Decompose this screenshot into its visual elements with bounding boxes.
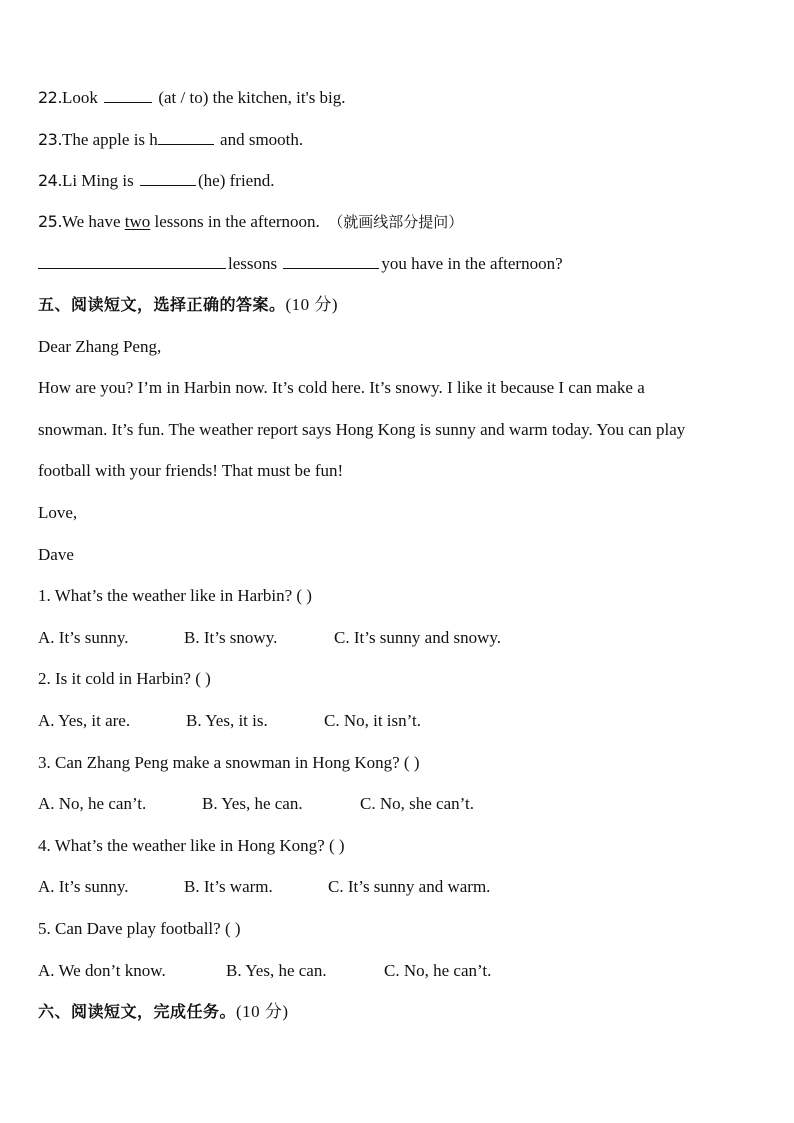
mc-question-2: 2. Is it cold in Harbin? ( ) [38, 669, 211, 688]
letter-signature: Dave [38, 545, 74, 564]
question-text: and smooth. [215, 130, 304, 149]
letter-line: snowman. It’s fun. The weather report says Hong Kong is sunny and warm today. You can play [38, 420, 686, 439]
option-c[interactable]: C. It’s sunny and snowy. [334, 628, 502, 647]
question-number: 24. [38, 171, 62, 190]
question-text: The apple is h [61, 130, 158, 149]
question-25-answer [38, 252, 563, 275]
question-text: (at / to) the kitchen, it's big. [154, 88, 346, 107]
section-score: (10 分) [236, 1002, 289, 1021]
underlined-word: two [124, 212, 151, 231]
mc-options-5 [38, 960, 491, 982]
question-text: Li Ming is [61, 171, 138, 190]
question-25 [38, 211, 463, 233]
mc-options-2 [38, 710, 421, 732]
section-6-heading [38, 1001, 289, 1023]
section-score: (10 分) [285, 295, 339, 314]
mc-options-3 [38, 793, 474, 815]
question-24 [38, 169, 274, 192]
question-text: Look [61, 88, 103, 107]
section-5-heading [38, 294, 338, 316]
option-a[interactable]: A. No, he can’t. [38, 794, 147, 813]
mc-question-5: 5. Can Dave play football? ( ) [38, 919, 241, 938]
option-b[interactable]: B. It’s warm. [184, 877, 273, 896]
mc-options-4 [38, 876, 490, 898]
mc-question-1: 1. What’s the weather like in Harbin? ( ) [38, 586, 312, 605]
letter-line: How are you? I’m in Harbin now. It’s cold here. It’s snowy. I like it because I can make a [38, 378, 645, 397]
letter-line: football with your friends! That must be fun! [38, 461, 344, 480]
answer-blank[interactable] [158, 128, 214, 145]
question-23 [38, 128, 303, 151]
letter-closing: Love, [38, 503, 78, 522]
letter-greeting: Dear Zhang Peng, [38, 337, 162, 356]
option-a[interactable]: A. It’s sunny. [38, 877, 129, 896]
question-hint: （就画线部分提问） [328, 213, 464, 231]
question-text: lessons in the afternoon. [150, 212, 320, 231]
option-b[interactable]: B. Yes, he can. [226, 961, 327, 980]
answer-blank[interactable] [140, 169, 196, 186]
section-title: 五、阅读短文，选择正确的答案。 [38, 295, 286, 314]
question-number: 23. [38, 130, 62, 149]
question-number: 22. [38, 88, 62, 107]
answer-blank[interactable] [283, 252, 379, 269]
option-a[interactable]: A. Yes, it are. [38, 711, 131, 730]
question-text: We have [61, 212, 125, 231]
option-c[interactable]: C. No, she can’t. [360, 794, 474, 813]
option-c[interactable]: C. No, it isn’t. [324, 711, 421, 730]
option-b[interactable]: B. Yes, he can. [202, 794, 303, 813]
mc-options-1 [38, 627, 501, 649]
answer-blank[interactable] [38, 252, 226, 269]
section-title: 六、阅读短文，完成任务。 [38, 1002, 237, 1021]
option-a[interactable]: A. It’s sunny. [38, 628, 129, 647]
option-b[interactable]: B. Yes, it is. [186, 711, 268, 730]
question-text: (he) friend. [198, 171, 275, 190]
question-number: 25. [38, 212, 62, 231]
option-b[interactable]: B. It’s snowy. [184, 628, 278, 647]
question-22 [38, 86, 346, 109]
option-a[interactable]: A. We don’t know. [38, 961, 166, 980]
mc-question-3: 3. Can Zhang Peng make a snowman in Hong Kong? ( ) [38, 753, 420, 772]
mc-question-4: 4. What’s the weather like in Hong Kong? ( ) [38, 836, 345, 855]
answer-text: you have in the afternoon? [381, 254, 563, 273]
answer-text: lessons [228, 254, 282, 273]
option-c[interactable]: C. No, he can’t. [384, 961, 492, 980]
option-c[interactable]: C. It’s sunny and warm. [328, 877, 491, 896]
answer-blank[interactable] [104, 86, 152, 103]
